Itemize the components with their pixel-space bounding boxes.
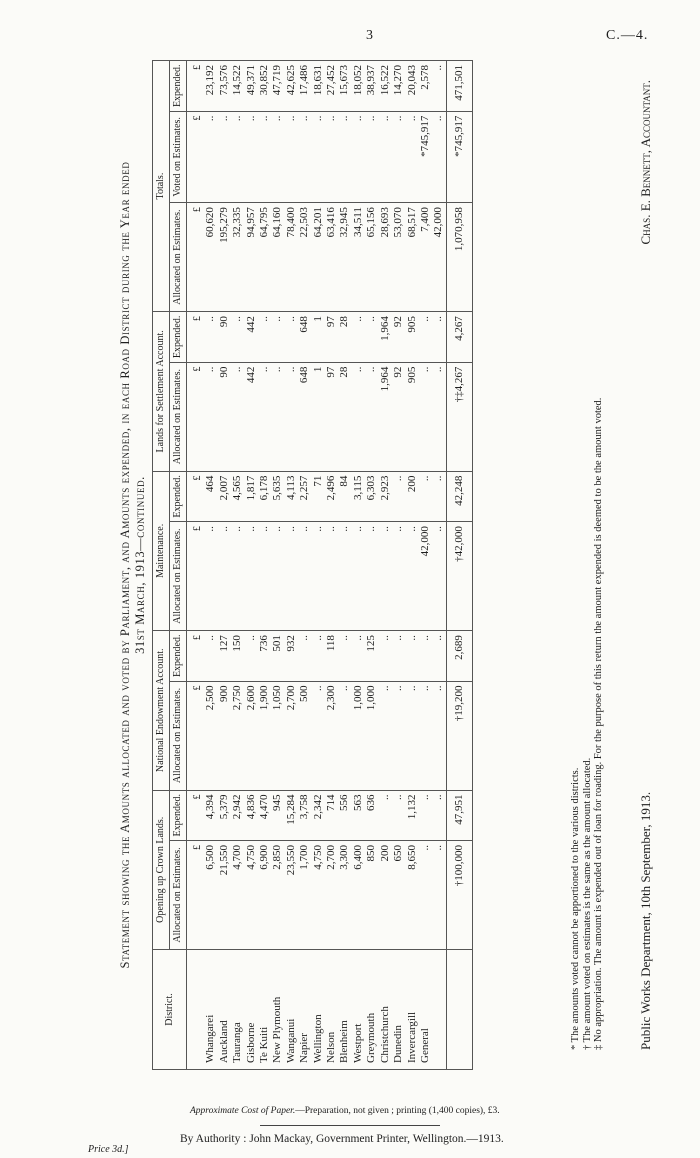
value-cell: .. <box>392 631 405 681</box>
value-cell: 7,400 <box>419 203 432 312</box>
value-cell: 556 <box>338 790 351 840</box>
header-allocated: Allocated on Estimates. <box>170 522 187 631</box>
value-cell: 2,700 <box>285 681 298 790</box>
value-cell: .. <box>285 362 298 471</box>
value-cell: 6,500 <box>204 841 217 950</box>
district-name: Gisborne <box>245 950 258 1070</box>
value-cell: 17,486 <box>298 61 311 112</box>
value-cell: .. <box>406 111 419 203</box>
table-row <box>365 61 378 1070</box>
value-cell: 32,335 <box>231 203 244 312</box>
value-cell: 1,050 <box>271 681 284 790</box>
value-cell: 1,817 <box>245 471 258 521</box>
value-cell: .. <box>419 312 432 362</box>
value-cell: .. <box>406 631 419 681</box>
value-cell: .. <box>325 522 338 631</box>
value-cell: 42,000 <box>432 203 446 312</box>
cost-label: Approximate Cost of Paper. <box>190 1106 296 1116</box>
value-cell: 3,758 <box>298 790 311 840</box>
value-cell: 60,620 <box>204 203 217 312</box>
header-expended: Expended. <box>170 312 187 362</box>
value-cell: 501 <box>271 631 284 681</box>
district-name: General <box>419 950 432 1070</box>
value-cell: .. <box>432 522 446 631</box>
value-cell: 49,371 <box>245 61 258 112</box>
value-cell: 1,700 <box>298 841 311 950</box>
district-name: Christchurch <box>379 950 392 1070</box>
value-cell: 2,300 <box>325 681 338 790</box>
value-cell: .. <box>271 522 284 631</box>
value-cell: 905 <box>406 362 419 471</box>
value-cell: 4,565 <box>231 471 244 521</box>
value-cell: 6,178 <box>258 471 271 521</box>
value-cell: .. <box>352 312 365 362</box>
value-cell: 127 <box>218 631 231 681</box>
total-cell: †42,000 <box>446 522 472 631</box>
district-name: Blenheim <box>338 950 351 1070</box>
value-cell: .. <box>231 312 244 362</box>
value-cell: 71 <box>312 471 325 521</box>
value-cell: .. <box>298 631 311 681</box>
header-group-national-endowment: National Endowment Account. <box>153 631 170 790</box>
value-cell: 442 <box>245 362 258 471</box>
table-row <box>392 61 405 1070</box>
value-cell: .. <box>419 471 432 521</box>
header-allocated: Allocated on Estimates. <box>170 841 187 950</box>
unit-cell: £ <box>187 522 205 631</box>
value-cell: 78,400 <box>285 203 298 312</box>
value-cell: .. <box>432 61 446 112</box>
value-cell: .. <box>379 681 392 790</box>
value-cell: 2,007 <box>218 471 231 521</box>
header-group-crown-lands: Opening up Crown Lands. <box>153 790 170 949</box>
district-name: New Plymouth <box>271 950 284 1070</box>
district-name: Napier <box>298 950 311 1070</box>
value-cell: .. <box>352 522 365 631</box>
value-cell: .. <box>406 522 419 631</box>
total-cell: *745,917 <box>446 111 472 203</box>
value-cell: 4,750 <box>245 841 258 950</box>
district-name: Te Kuiti <box>258 950 271 1070</box>
value-cell: .. <box>204 631 217 681</box>
district-name: Westport <box>352 950 365 1070</box>
value-cell: 97 <box>325 362 338 471</box>
value-cell: 38,937 <box>365 61 378 112</box>
unit-cell: £ <box>187 471 205 521</box>
value-cell: .. <box>285 522 298 631</box>
value-cell: 84 <box>338 471 351 521</box>
value-cell: 2,942 <box>231 790 244 840</box>
value-cell: 30,852 <box>258 61 271 112</box>
value-cell: 636 <box>365 790 378 840</box>
footnotes <box>570 60 605 1050</box>
value-cell: 714 <box>325 790 338 840</box>
value-cell: .. <box>338 111 351 203</box>
value-cell: 4,700 <box>231 841 244 950</box>
value-cell: .. <box>271 362 284 471</box>
value-cell: .. <box>325 111 338 203</box>
table-row <box>245 61 258 1070</box>
table-row <box>406 61 419 1070</box>
value-cell: 2,257 <box>298 471 311 521</box>
value-cell: 68,517 <box>406 203 419 312</box>
value-cell: 92 <box>392 362 405 471</box>
header-allocated: Allocated on Estimates. <box>170 681 187 790</box>
value-cell: .. <box>419 681 432 790</box>
value-cell: 150 <box>231 631 244 681</box>
value-cell: 94,957 <box>245 203 258 312</box>
value-cell: 945 <box>271 790 284 840</box>
value-cell: 16,522 <box>379 61 392 112</box>
footnote: ‡ No appropriation. The amount is expended out of loan for roading. For the purpose of this return the amount expended is deemed to be the amount voted. <box>593 397 604 1050</box>
totals-row <box>446 61 472 1070</box>
value-cell: .. <box>419 841 432 950</box>
district-name <box>432 950 446 1070</box>
header-expended: Expended. <box>170 631 187 681</box>
value-cell: .. <box>245 111 258 203</box>
district-name: Whangarei <box>204 950 217 1070</box>
value-cell: .. <box>285 111 298 203</box>
value-cell: .. <box>298 111 311 203</box>
divider <box>260 1125 440 1126</box>
table-row <box>298 61 311 1070</box>
value-cell: 65,156 <box>365 203 378 312</box>
footnote: † The amount voted on estimates is the same as the amount allocated. <box>581 757 593 1050</box>
value-cell: 2,342 <box>312 790 325 840</box>
document-reference: C.—4. <box>606 28 649 43</box>
value-cell: 905 <box>406 312 419 362</box>
header-expended: Expended. <box>170 61 187 112</box>
value-cell: *745,917 <box>419 111 432 203</box>
value-cell: 125 <box>365 631 378 681</box>
table-row <box>379 61 392 1070</box>
header-group-maintenance: Maintenance. <box>153 471 170 630</box>
value-cell: .. <box>365 111 378 203</box>
total-cell: 42,248 <box>446 471 472 521</box>
value-cell: .. <box>218 522 231 631</box>
value-cell: .. <box>365 362 378 471</box>
value-cell: 21,550 <box>218 841 231 950</box>
unit-cell: £ <box>187 61 205 112</box>
table-row <box>285 61 298 1070</box>
value-cell: .. <box>271 111 284 203</box>
value-cell: 1 <box>312 312 325 362</box>
unit-cell: £ <box>187 790 205 840</box>
value-cell: .. <box>379 631 392 681</box>
value-cell: 464 <box>204 471 217 521</box>
value-cell: 64,160 <box>271 203 284 312</box>
value-cell: 47,719 <box>271 61 284 112</box>
value-cell: 1,000 <box>352 681 365 790</box>
table-row <box>352 61 365 1070</box>
value-cell: 2,923 <box>379 471 392 521</box>
total-cell: †19,200 <box>446 681 472 790</box>
table-row <box>204 61 217 1070</box>
value-cell: 200 <box>406 471 419 521</box>
value-cell: 8,650 <box>406 841 419 950</box>
value-cell: .. <box>352 111 365 203</box>
value-cell: 1,964 <box>379 362 392 471</box>
value-cell: .. <box>392 522 405 631</box>
value-cell: 63,416 <box>325 203 338 312</box>
value-cell: .. <box>365 312 378 362</box>
allocation-table <box>152 60 473 1070</box>
value-cell: 6,400 <box>352 841 365 950</box>
district-name: Greymouth <box>365 950 378 1070</box>
table-row <box>419 61 432 1070</box>
value-cell: 64,795 <box>258 203 271 312</box>
value-cell: 92 <box>392 312 405 362</box>
value-cell: 97 <box>325 312 338 362</box>
value-cell: 15,284 <box>285 790 298 840</box>
value-cell: 64,201 <box>312 203 325 312</box>
total-cell: 471,501 <box>446 61 472 112</box>
value-cell: 900 <box>218 681 231 790</box>
value-cell: 2,496 <box>325 471 338 521</box>
value-cell: .. <box>379 790 392 840</box>
value-cell: .. <box>392 681 405 790</box>
header-expended: Expended. <box>170 471 187 521</box>
value-cell: .. <box>312 111 325 203</box>
value-cell: 90 <box>218 362 231 471</box>
value-cell: .. <box>258 522 271 631</box>
district-name: Wellington <box>312 950 325 1070</box>
value-cell: 4,470 <box>258 790 271 840</box>
title-line-1: Statement showing the Amounts allocated and voted by Parliament, and Amounts expended, in each Road District during the Year ended <box>118 161 132 969</box>
value-cell: 20,043 <box>406 61 419 112</box>
value-cell: .. <box>392 471 405 521</box>
district-name: Auckland <box>218 950 231 1070</box>
table-row <box>218 61 231 1070</box>
totals-label <box>446 950 472 1070</box>
table-row <box>258 61 271 1070</box>
rotated-statement <box>118 60 698 1070</box>
value-cell: .. <box>231 111 244 203</box>
value-cell: .. <box>352 362 365 471</box>
value-cell: 42,625 <box>285 61 298 112</box>
total-cell: †‡4,267 <box>446 362 472 471</box>
value-cell: 4,394 <box>204 790 217 840</box>
unit-cell: £ <box>187 841 205 950</box>
value-cell: .. <box>432 681 446 790</box>
value-cell: .. <box>432 362 446 471</box>
cost-text: —Preparation, not given ; printing (1,400 copies), £3. <box>295 1106 500 1116</box>
value-cell: 23,192 <box>204 61 217 112</box>
value-cell: .. <box>312 681 325 790</box>
unit-cell: £ <box>187 631 205 681</box>
value-cell: .. <box>392 790 405 840</box>
value-cell: 2,750 <box>231 681 244 790</box>
value-cell: .. <box>231 362 244 471</box>
value-cell: 2,850 <box>271 841 284 950</box>
value-cell: 32,945 <box>338 203 351 312</box>
unit-row <box>187 61 205 1070</box>
total-cell: 4,267 <box>446 312 472 362</box>
value-cell: .. <box>432 841 446 950</box>
value-cell: .. <box>218 111 231 203</box>
value-cell: 1,132 <box>406 790 419 840</box>
value-cell: .. <box>204 312 217 362</box>
footnote: * The amounts voted cannot be apportioned to the various districts. <box>570 767 581 1050</box>
value-cell: 4,750 <box>312 841 325 950</box>
value-cell: 3,115 <box>352 471 365 521</box>
value-cell: 4,113 <box>285 471 298 521</box>
accountant-signature: Chas. E. Bennett, Accountant. <box>638 80 653 245</box>
district-name: Nelson <box>325 950 338 1070</box>
value-cell: .. <box>245 522 258 631</box>
value-cell: 5,635 <box>271 471 284 521</box>
value-cell: 14,522 <box>231 61 244 112</box>
value-cell: 648 <box>298 312 311 362</box>
value-cell: .. <box>419 790 432 840</box>
table-row <box>231 61 244 1070</box>
printer-imprint: By Authority : John Mackay, Government Printer, Wellington.—1913. <box>180 1133 504 1145</box>
unit-cell: £ <box>187 203 205 312</box>
value-cell: 28 <box>338 362 351 471</box>
value-cell: 34,511 <box>352 203 365 312</box>
value-cell: 5,379 <box>218 790 231 840</box>
value-cell: .. <box>419 362 432 471</box>
value-cell: 28,693 <box>379 203 392 312</box>
value-cell: .. <box>298 522 311 631</box>
value-cell: .. <box>392 111 405 203</box>
value-cell: .. <box>258 111 271 203</box>
value-cell: .. <box>258 362 271 471</box>
value-cell: .. <box>379 522 392 631</box>
page-number: 3 <box>366 28 373 43</box>
table-row <box>432 61 446 1070</box>
total-cell: 1,070,958 <box>446 203 472 312</box>
value-cell: 2,600 <box>245 681 258 790</box>
value-cell: 42,000 <box>419 522 432 631</box>
header-district: District. <box>153 950 187 1070</box>
header-group-totals: Totals. <box>153 61 170 312</box>
table-row <box>271 61 284 1070</box>
unit-cell: £ <box>187 111 205 203</box>
value-cell: .. <box>271 312 284 362</box>
value-cell: 442 <box>245 312 258 362</box>
value-cell: .. <box>231 522 244 631</box>
value-cell: .. <box>258 312 271 362</box>
value-cell: 3,300 <box>338 841 351 950</box>
header-group-lands-settlement: Lands for Settlement Account. <box>153 312 170 471</box>
value-cell: 4,836 <box>245 790 258 840</box>
value-cell: .. <box>406 681 419 790</box>
value-cell: .. <box>338 681 351 790</box>
value-cell: 1,900 <box>258 681 271 790</box>
value-cell: 6,303 <box>365 471 378 521</box>
district-name: Tauranga <box>231 950 244 1070</box>
district-name: Dunedin <box>392 950 405 1070</box>
title-line-2: 31st March, 1913—continued. <box>133 476 147 654</box>
value-cell: .. <box>204 362 217 471</box>
header-allocated: Allocated on Estimates. <box>170 203 187 312</box>
value-cell: 2,578 <box>419 61 432 112</box>
value-cell: 650 <box>392 841 405 950</box>
value-cell: .. <box>312 522 325 631</box>
value-cell: .. <box>245 631 258 681</box>
value-cell: 1,964 <box>379 312 392 362</box>
value-cell: 90 <box>218 312 231 362</box>
value-cell: .. <box>204 522 217 631</box>
table-body <box>187 61 473 1070</box>
value-cell: .. <box>338 522 351 631</box>
value-cell: 23,550 <box>285 841 298 950</box>
total-cell: †100,000 <box>446 841 472 950</box>
value-cell: 195,279 <box>218 203 231 312</box>
table-row <box>338 61 351 1070</box>
value-cell: .. <box>432 790 446 840</box>
value-cell: 932 <box>285 631 298 681</box>
value-cell: .. <box>312 631 325 681</box>
value-cell: .. <box>432 471 446 521</box>
value-cell: .. <box>365 522 378 631</box>
value-cell: 118 <box>325 631 338 681</box>
value-cell: 2,700 <box>325 841 338 950</box>
value-cell: 73,576 <box>218 61 231 112</box>
value-cell: 1 <box>312 362 325 471</box>
value-cell: .. <box>285 312 298 362</box>
value-cell: 28 <box>338 312 351 362</box>
unit-cell: £ <box>187 312 205 362</box>
value-cell: .. <box>352 631 365 681</box>
table-row <box>312 61 325 1070</box>
value-cell: 1,000 <box>365 681 378 790</box>
value-cell: .. <box>432 111 446 203</box>
header-allocated: Allocated on Estimates. <box>170 362 187 471</box>
value-cell: 22,503 <box>298 203 311 312</box>
value-cell: .. <box>419 631 432 681</box>
value-cell: .. <box>432 312 446 362</box>
cost-note <box>190 1106 500 1116</box>
table-header <box>153 61 187 1070</box>
value-cell: 6,900 <box>258 841 271 950</box>
value-cell: 200 <box>379 841 392 950</box>
value-cell: .. <box>204 111 217 203</box>
value-cell: 500 <box>298 681 311 790</box>
value-cell: .. <box>338 631 351 681</box>
value-cell: 18,631 <box>312 61 325 112</box>
header-expended: Expended. <box>170 790 187 840</box>
value-cell: 736 <box>258 631 271 681</box>
value-cell: 2,500 <box>204 681 217 790</box>
unit-cell: £ <box>187 362 205 471</box>
value-cell: 18,052 <box>352 61 365 112</box>
total-cell: 47,951 <box>446 790 472 840</box>
header-voted: Voted on Estimates. <box>170 111 187 203</box>
department-date: Public Works Department, 10th September, 1913. <box>638 791 653 1050</box>
value-cell: .. <box>379 111 392 203</box>
price: Price 3d.] <box>88 1144 129 1155</box>
value-cell: 15,673 <box>338 61 351 112</box>
table-row <box>325 61 338 1070</box>
value-cell: 27,452 <box>325 61 338 112</box>
value-cell: 648 <box>298 362 311 471</box>
value-cell: 53,070 <box>392 203 405 312</box>
statement-title <box>118 60 148 1070</box>
value-cell: 850 <box>365 841 378 950</box>
unit-label <box>187 950 205 1070</box>
total-cell: 2,689 <box>446 631 472 681</box>
district-name: Wanganui <box>285 950 298 1070</box>
district-name: Invercargill <box>406 950 419 1070</box>
value-cell: .. <box>432 631 446 681</box>
value-cell: 563 <box>352 790 365 840</box>
unit-cell: £ <box>187 681 205 790</box>
value-cell: 14,270 <box>392 61 405 112</box>
